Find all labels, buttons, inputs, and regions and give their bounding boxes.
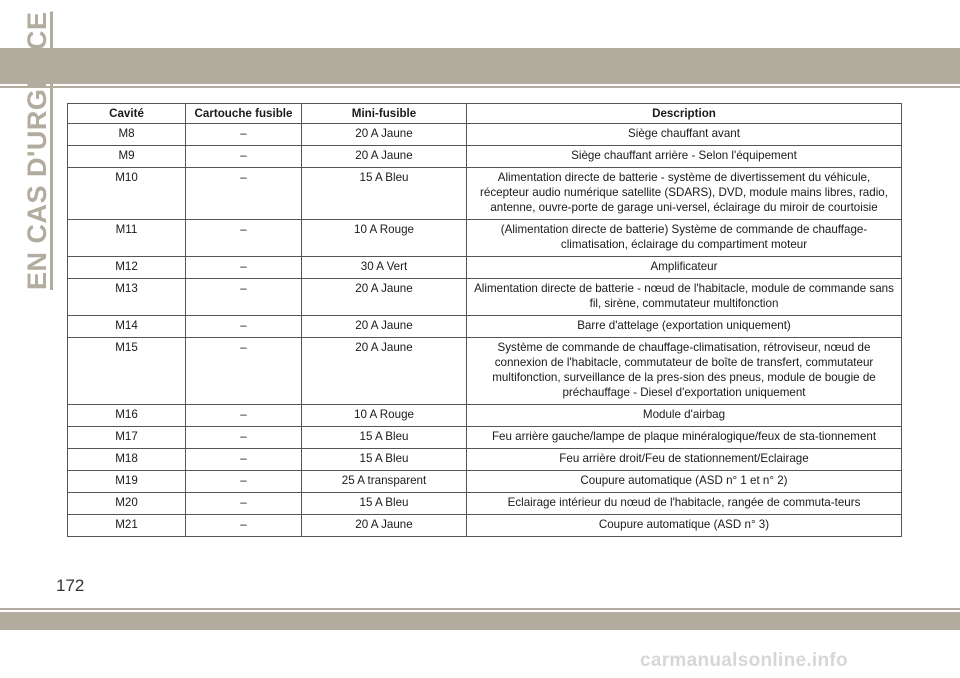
table-row [68, 146, 902, 168]
cell-mini-fuse: 20 A Jaune [302, 316, 467, 338]
cell-cartridge-fuse: – [186, 168, 302, 220]
header-description: Description [467, 104, 902, 124]
table-row [68, 405, 902, 427]
cell-cavity: M11 [68, 220, 186, 257]
cell-cartridge-fuse: – [186, 124, 302, 146]
cell-cartridge-fuse: – [186, 427, 302, 449]
cell-cavity: M21 [68, 515, 186, 537]
cell-cartridge-fuse: – [186, 449, 302, 471]
cell-mini-fuse: 20 A Jaune [302, 124, 467, 146]
cell-description: Feu arrière gauche/lampe de plaque minéralogique/feux de sta-tionnement [467, 427, 902, 449]
table-body [68, 124, 902, 537]
cell-cavity: M15 [68, 338, 186, 405]
cell-cavity: M14 [68, 316, 186, 338]
cell-mini-fuse: 10 A Rouge [302, 405, 467, 427]
table-row [68, 316, 902, 338]
cell-mini-fuse: 20 A Jaune [302, 146, 467, 168]
table-row [68, 471, 902, 493]
table-row [68, 338, 902, 405]
section-title-text: EN CAS D'URGENCE [22, 11, 52, 290]
table-row [68, 257, 902, 279]
cell-cartridge-fuse: – [186, 405, 302, 427]
cell-cartridge-fuse: – [186, 338, 302, 405]
cell-description: Alimentation directe de batterie - nœud de l'habitacle, module de commande sans fil, sirène, commutateur multifonction [467, 279, 902, 316]
cell-cavity: M19 [68, 471, 186, 493]
cell-mini-fuse: 15 A Bleu [302, 449, 467, 471]
cell-description: Barre d'attelage (exportation uniquement) [467, 316, 902, 338]
watermark: carmanualsonline.info [640, 650, 848, 671]
table-row [68, 493, 902, 515]
table-row [68, 515, 902, 537]
cell-cartridge-fuse: – [186, 471, 302, 493]
cell-description: Eclairage intérieur du nœud de l'habitacle, rangée de commuta-teurs [467, 493, 902, 515]
cell-mini-fuse: 10 A Rouge [302, 220, 467, 257]
cell-cartridge-fuse: – [186, 493, 302, 515]
table-row [68, 279, 902, 316]
cell-cavity: M12 [68, 257, 186, 279]
header-cartridge-fuse: Cartouche fusible [186, 104, 302, 124]
cell-cavity: M8 [68, 124, 186, 146]
table-row [68, 220, 902, 257]
fuse-table [67, 103, 902, 537]
cell-mini-fuse: 15 A Bleu [302, 168, 467, 220]
header-cavity: Cavité [68, 104, 186, 124]
cell-cavity: M10 [68, 168, 186, 220]
page-number: 172 [56, 576, 85, 595]
table-row [68, 427, 902, 449]
cell-cartridge-fuse: – [186, 515, 302, 537]
cell-description: Feu arrière droit/Feu de stationnement/Eclairage [467, 449, 902, 471]
table-row [68, 449, 902, 471]
cell-cartridge-fuse: – [186, 220, 302, 257]
table-row [68, 168, 902, 220]
cell-description: Alimentation directe de batterie - système de divertissement du véhicule, récepteur audio numérique satellite (SDARS), DVD, module mains libres, radio, antenne, ouvre-porte de garage uni-versel, éclairage du miroir de courtoisie [467, 168, 902, 220]
table-row [68, 124, 902, 146]
cell-cavity: M18 [68, 449, 186, 471]
footer-rule [0, 608, 960, 610]
cell-description: (Alimentation directe de batterie) Système de commande de chauffage-climatisation, éclairage du compartiment moteur [467, 220, 902, 257]
table-header-row [68, 104, 902, 124]
cell-mini-fuse: 20 A Jaune [302, 515, 467, 537]
cell-description: Siège chauffant arrière - Selon l'équipement [467, 146, 902, 168]
cell-cavity: M16 [68, 405, 186, 427]
cell-cavity: M9 [68, 146, 186, 168]
cell-cartridge-fuse: – [186, 316, 302, 338]
cell-mini-fuse: 15 A Bleu [302, 493, 467, 515]
cell-mini-fuse: 30 A Vert [302, 257, 467, 279]
cell-cavity: M20 [68, 493, 186, 515]
cell-description: Système de commande de chauffage-climatisation, rétroviseur, nœud de connexion de l'habitacle, commutateur de boîte de transfert, commutateur multifonction, surveillance de la pres-sion des pneus, module de bougie de préchauffage - Diesel d'exportation uniquement [467, 338, 902, 405]
cell-description: Siège chauffant avant [467, 124, 902, 146]
cell-description: Module d'airbag [467, 405, 902, 427]
header-band [0, 48, 960, 84]
cell-cartridge-fuse: – [186, 279, 302, 316]
cell-cavity: M17 [68, 427, 186, 449]
cell-cartridge-fuse: – [186, 146, 302, 168]
cell-description: Coupure automatique (ASD n° 1 et n° 2) [467, 471, 902, 493]
header-mini-fuse: Mini-fusible [302, 104, 467, 124]
cell-mini-fuse: 20 A Jaune [302, 338, 467, 405]
cell-description: Coupure automatique (ASD n° 3) [467, 515, 902, 537]
cell-cartridge-fuse: – [186, 257, 302, 279]
footer-band [0, 612, 960, 630]
cell-description: Amplificateur [467, 257, 902, 279]
cell-cavity: M13 [68, 279, 186, 316]
cell-mini-fuse: 25 A transparent [302, 471, 467, 493]
header-rule [0, 86, 960, 88]
cell-mini-fuse: 20 A Jaune [302, 279, 467, 316]
cell-mini-fuse: 15 A Bleu [302, 427, 467, 449]
